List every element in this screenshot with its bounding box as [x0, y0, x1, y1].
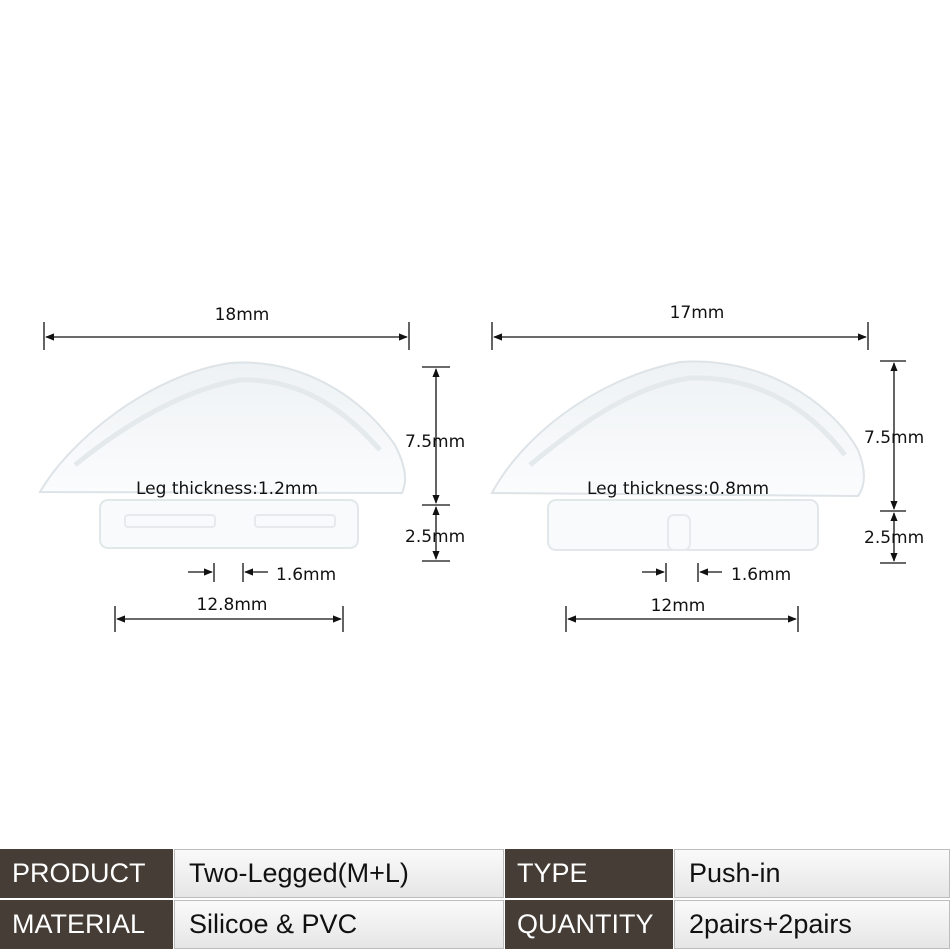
left-height-upper-label: 7.5mm — [405, 432, 466, 452]
right-width-label: 17mm — [669, 303, 725, 323]
right-height-upper-label: 7.5mm — [864, 428, 925, 448]
left-width-label: 18mm — [214, 305, 270, 325]
right-height-dimension — [864, 361, 924, 563]
left-pad-base — [100, 500, 358, 548]
type-label: TYPE — [505, 849, 673, 898]
left-height-lower-label: 2.5mm — [405, 527, 466, 547]
material-label: MATERIAL — [0, 900, 173, 949]
material-value: Silicoe & PVC — [174, 900, 504, 949]
left-nose-pad — [40, 363, 405, 548]
left-leg-gap-dimension — [188, 563, 336, 585]
type-value: Push-in — [674, 849, 950, 898]
right-leg-gap-dimension — [642, 563, 791, 585]
right-leg-gap-label: 1.6mm — [731, 565, 792, 585]
left-base-label: 12.8mm — [196, 595, 268, 615]
left-leg-gap-label: 1.6mm — [276, 565, 337, 585]
right-base-dimension — [566, 596, 798, 632]
left-height-dimension — [405, 367, 465, 561]
right-base-label: 12mm — [650, 596, 706, 616]
right-pad-base — [548, 500, 818, 550]
spec-row-product — [0, 849, 950, 898]
product-value: Two-Legged(M+L) — [174, 849, 504, 898]
right-nose-pad — [492, 361, 864, 550]
right-leg-thickness-label: Leg thickness:0.8mm — [587, 479, 770, 499]
left-width-dimension — [44, 305, 409, 350]
left-leg-thickness-label: Leg thickness:1.2mm — [136, 479, 319, 499]
quantity-label: QUANTITY — [505, 900, 673, 949]
right-width-dimension — [492, 303, 868, 350]
spec-row-material — [0, 900, 950, 949]
spec-table — [0, 849, 950, 950]
product-label: PRODUCT — [0, 849, 173, 898]
quantity-value: 2pairs+2pairs — [674, 900, 950, 949]
right-height-lower-label: 2.5mm — [864, 528, 925, 548]
left-base-dimension — [115, 595, 343, 632]
